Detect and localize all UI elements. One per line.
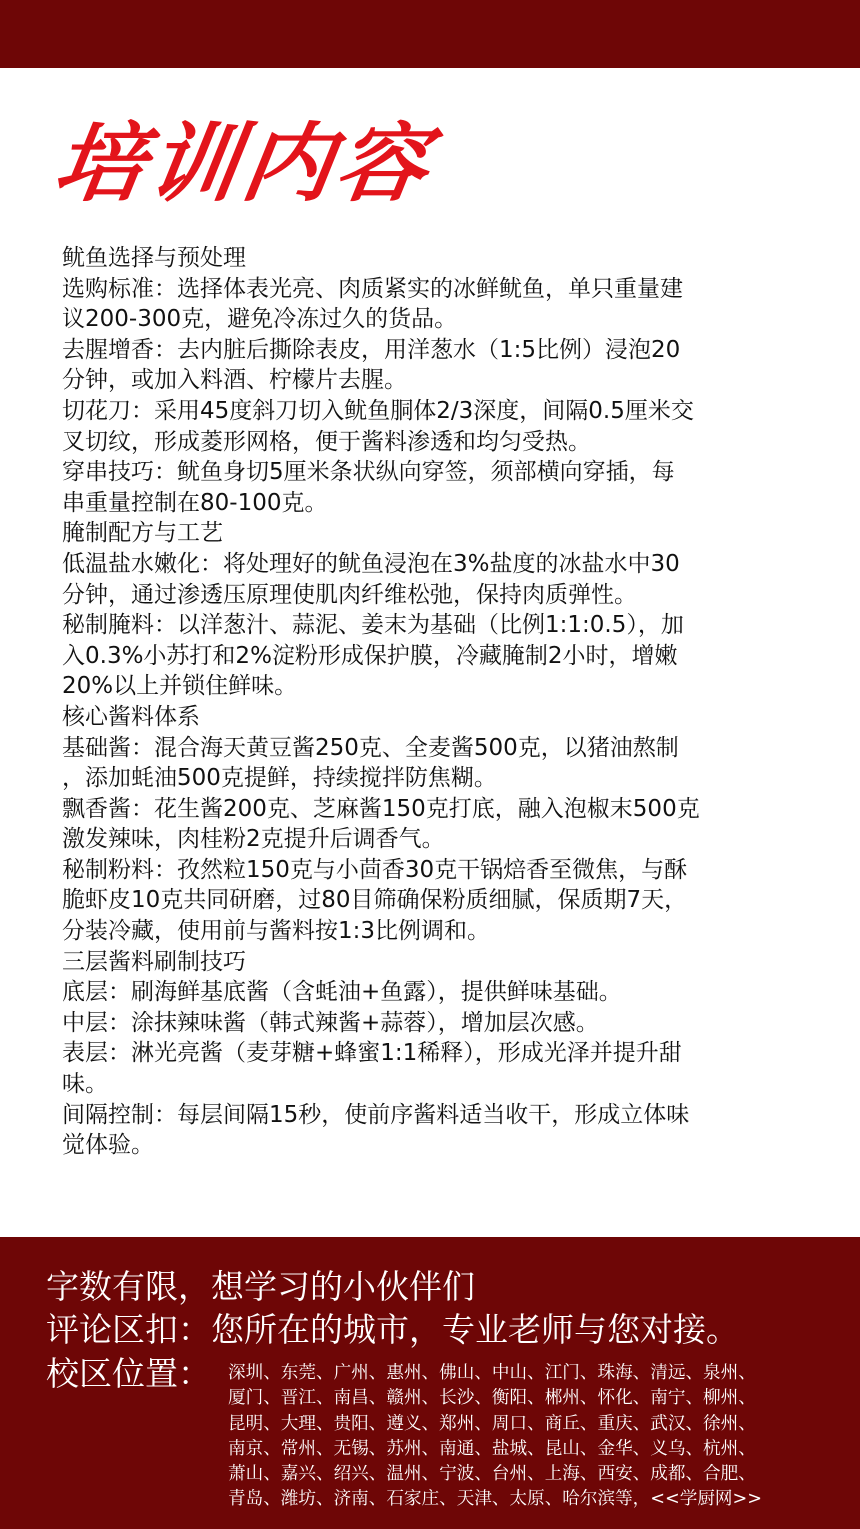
promo-line-1: 字数有限，想学习的小伙伴们 [46, 1267, 475, 1306]
content-line: 秘制腌料：以洋葱汁、蒜泥、姜末为基础（比例1:1:0.5），加 [62, 612, 684, 639]
city-line: 厦门、晋江、南昌、赣州、长沙、衡阳、郴州、怀化、南宁、柳州、 [228, 1388, 756, 1409]
campus-label: 校区位置： [46, 1354, 211, 1393]
content-line: 间隔控制：每层间隔15秒，使前序酱料适当收干，形成立体味 [62, 1101, 690, 1128]
section-heading: 腌制配方与工艺 [62, 520, 223, 547]
city-line: 萧山、嘉兴、绍兴、温州、宁波、台州、上海、西安、成都、合肥、 [228, 1464, 756, 1485]
content-line: 切花刀：采用45度斜刀切入鱿鱼胴体2/3深度，间隔0.5厘米交 [62, 397, 694, 424]
content-line: 入0.3%小苏打和2%淀粉形成保护膜，冷藏腌制2小时，增嫩 [62, 642, 678, 669]
city-line: 南京、常州、无锡、苏州、南通、盐城、昆山、金华、义乌、杭州、 [228, 1438, 756, 1459]
section-heading: 核心酱料体系 [62, 703, 200, 730]
content-line: 串重量控制在80-100克。 [62, 489, 328, 516]
section-heading: 三层酱料刷制技巧 [62, 948, 246, 975]
content-line: 分钟，通过渗透压原理使肌肉纤维松弛，保持肉质弹性。 [62, 581, 637, 608]
content-line: 去腥增香：去内脏后撕除表皮，用洋葱水（1:5比例）浸泡20 [62, 336, 681, 363]
content-line: ，添加蚝油500克提鲜，持续搅拌防焦糊。 [62, 765, 497, 792]
city-line: 昆明、大理、贵阳、遵义、郑州、周口、商丘、重庆、武汉、徐州、 [228, 1413, 756, 1434]
top-banner-bar [0, 0, 860, 68]
content-line: 中层：涂抹辣味酱（韩式辣酱+蒜蓉），增加层次感。 [62, 1009, 599, 1036]
page-title: 培训内容 [47, 113, 438, 214]
content-line: 底层：刷海鲜基底酱（含蚝油+鱼露），提供鲜味基础。 [62, 979, 622, 1006]
campus-city-list [228, 1361, 828, 1513]
content-line: 脆虾皮10克共同研磨，过80目筛确保粉质细腻，保质期7天， [62, 887, 688, 914]
content-line: 飘香酱：花生酱200克、芝麻酱150克打底，融入泡椒末500克 [62, 795, 700, 822]
content-line: 味。 [62, 1071, 108, 1098]
content-line: 基础酱：混合海天黄豆酱250克、全麦酱500克，以猪油熬制 [62, 734, 679, 761]
content-line: 表层：淋光亮酱（麦芽糖+蜂蜜1:1稀释），形成光泽并提升甜 [62, 1040, 682, 1067]
city-line: 青岛、潍坊、济南、石家庄、天津、太原、哈尔滨等，<<学厨网>> [228, 1489, 763, 1510]
city-line: 深圳、东莞、广州、惠州、佛山、中山、江门、珠海、清远、泉州、 [228, 1363, 756, 1383]
promo-line-2: 评论区扣：您所在的城市，专业老师与您对接。 [46, 1310, 739, 1349]
content-line: 激发辣味，肉桂粉2克提升后调香气。 [62, 826, 445, 853]
content-line: 议200-300克，避免冷冻过久的货品。 [62, 306, 458, 333]
content-line: 秘制粉料：孜然粒150克与小茴香30克干锅焙香至微焦，与酥 [62, 856, 688, 883]
training-content [62, 243, 802, 1161]
section-heading: 鱿鱼选择与预处理 [62, 245, 246, 271]
content-line: 20%以上并锁住鲜味。 [62, 673, 298, 700]
content-line: 选购标准：选择体表光亮、肉质紧实的冰鲜鱿鱼，单只重量建 [62, 275, 683, 302]
content-line: 分装冷藏，使用前与酱料按1:3比例调和。 [62, 918, 491, 945]
content-line: 分钟，或加入料酒、柠檬片去腥。 [62, 367, 407, 394]
content-line: 叉切纹，形成菱形网格，便于酱料渗透和均匀受热。 [62, 428, 591, 455]
content-line: 觉体验。 [62, 1132, 154, 1159]
content-line: 穿串技巧：鱿鱼身切5厘米条状纵向穿签，须部横向穿插，每 [62, 459, 675, 486]
content-line: 低温盐水嫩化：将处理好的鱿鱼浸泡在3%盐度的冰盐水中30 [62, 550, 680, 577]
